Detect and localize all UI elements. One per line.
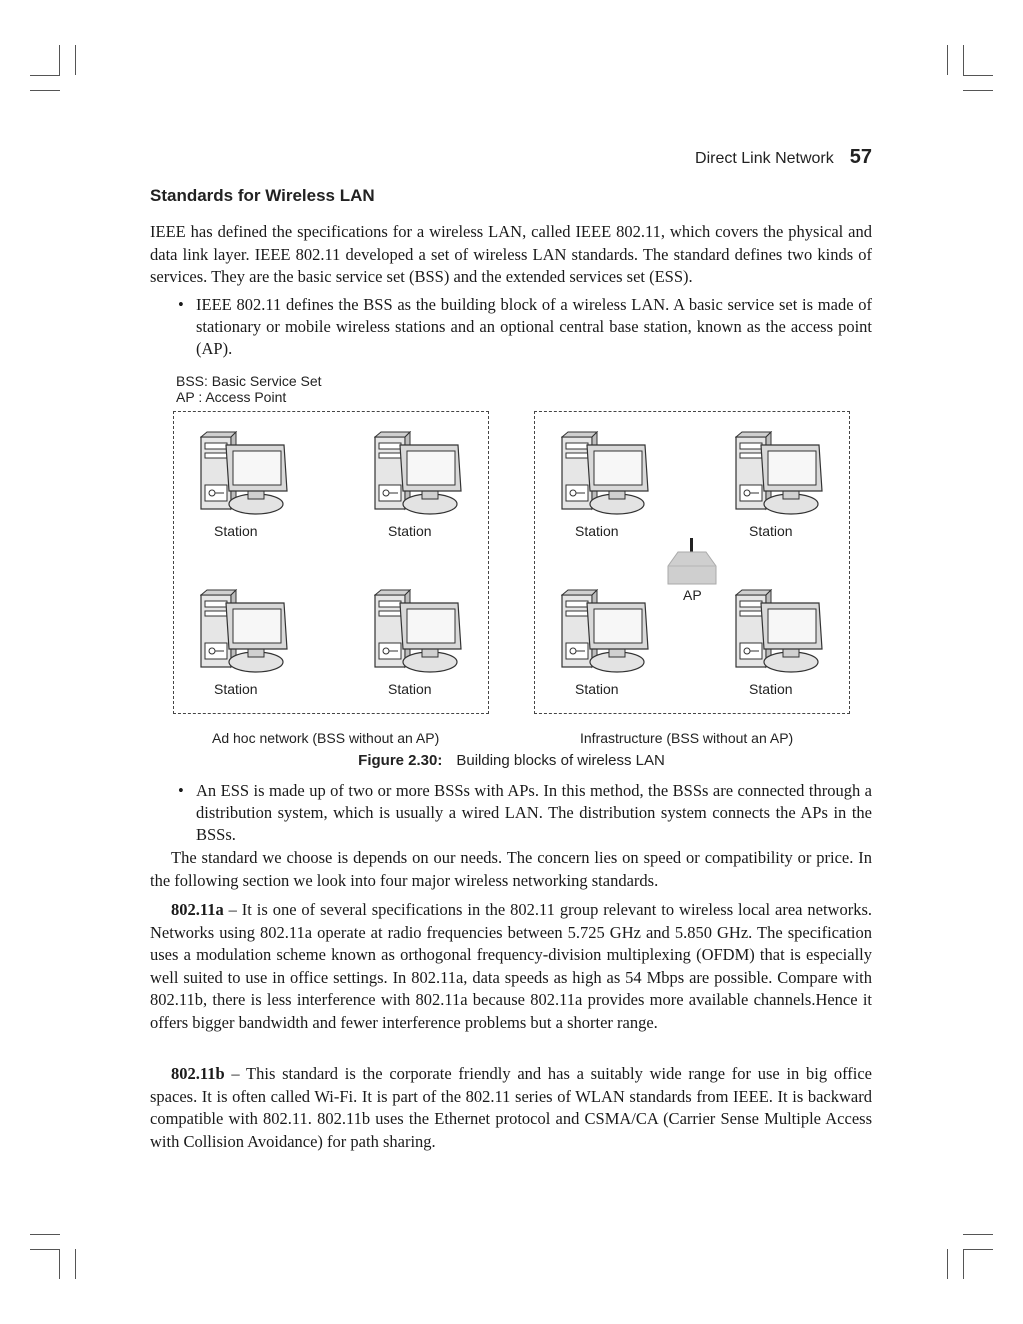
computer-icon	[200, 431, 290, 523]
station-label: Station	[388, 523, 432, 539]
station	[561, 431, 651, 539]
term-80211b: 802.11b	[171, 1064, 225, 1083]
crop-mark	[963, 45, 964, 75]
computer-icon	[735, 589, 825, 681]
bullet-bss	[150, 294, 872, 360]
bullet-icon: •	[178, 781, 184, 800]
computer-icon	[735, 431, 825, 523]
crop-mark	[59, 1249, 60, 1279]
crop-mark	[963, 75, 993, 76]
section-heading: Standards for Wireless LAN	[150, 186, 375, 205]
paragraph-80211b	[150, 1063, 872, 1153]
computer-icon	[374, 589, 464, 681]
station-label: Station	[214, 523, 258, 539]
crop-mark	[30, 75, 60, 76]
adhoc-caption: Ad hoc network (BSS without an AP)	[212, 730, 440, 746]
term-80211a: 802.11a	[171, 900, 224, 919]
text-80211b: – This standard is the corporate friendly and has a suitably wide range for use in big office spaces. It is often called Wi-Fi. It is part of the 802.11 series of WLAN standards from IEEE. It is backward compatible with 802.11. 802.11b uses the Ethernet protocol and CSMA/CA (Carrier Sense Multiple Access with Collision Avoidance) for path sharing.	[150, 1064, 872, 1151]
computer-icon	[374, 431, 464, 523]
crop-mark	[30, 1249, 60, 1250]
computer-icon	[561, 431, 651, 523]
crop-mark	[30, 1234, 60, 1235]
figure-title: Building blocks of wireless LAN	[456, 752, 665, 769]
legend-bss: BSS: Basic Service Set	[176, 373, 322, 389]
station	[561, 589, 651, 697]
text-80211a: – It is one of several specifications in the 802.11 group relevant to wireless local area networks. Networks using 802.11a operate at radio frequencies between 5.725 GHz and 5.850 GHz. The specification uses a modulation scheme known as orthogonal frequency-division multiplexing (OFDM) that is especially well suited to use in office settings. In 802.11a, data speeds as high as 54 Mbps are possible. Compare with 802.11b, there is less interference with 802.11a because 802.11a provides more available channels.Hence it offers bigger bandwidth and fewer interference problems but a shorter range.	[150, 900, 872, 1032]
crop-mark	[59, 45, 60, 75]
page-number: 57	[849, 146, 872, 168]
crop-mark	[963, 1234, 993, 1235]
running-title: Direct Link Network	[695, 150, 834, 167]
infrastructure-caption: Infrastructure (BSS without an AP)	[580, 730, 794, 746]
intro-paragraph: IEEE has defined the specifications for a wireless LAN, called IEEE 802.11, which covers the physical and data link layer. IEEE 802.11 developed a set of wireless LAN standards. The standard defines two kinds of services. They are the basic service set (BSS) and the extended services set (ESS).	[150, 222, 872, 286]
computer-icon	[200, 589, 290, 681]
paragraph-80211a	[150, 899, 872, 1034]
crop-mark	[963, 1249, 964, 1279]
station-label: Station	[575, 681, 619, 697]
crop-mark	[30, 90, 60, 91]
station-label: Station	[214, 681, 258, 697]
station-label: Station	[575, 523, 619, 539]
choose-paragraph: The standard we choose is depends on our needs. The concern lies on speed or compatibility or price. In the following section we look into four major wireless networking standards.	[150, 848, 872, 890]
crop-mark	[963, 90, 993, 91]
bullet-ess	[150, 780, 872, 846]
station	[374, 589, 464, 697]
station-label: Station	[749, 681, 793, 697]
station	[200, 589, 290, 697]
bullet-icon: •	[178, 295, 184, 314]
figure-caption	[0, 752, 1023, 769]
crop-mark	[75, 45, 76, 75]
station	[735, 431, 825, 539]
station-label: Station	[388, 681, 432, 697]
crop-mark	[947, 1249, 948, 1279]
station	[374, 431, 464, 539]
legend-ap: AP : Access Point	[176, 389, 287, 405]
station	[735, 589, 825, 697]
crop-mark	[963, 1249, 993, 1250]
station-label: Station	[749, 523, 793, 539]
crop-mark	[947, 45, 948, 75]
bullet-ess-text: An ESS is made up of two or more BSSs with APs. In this method, the BSSs are connected through a distribution system, which is usually a wired LAN. The distribution system connects the APs in the BSSs.	[196, 781, 872, 844]
running-header	[150, 146, 872, 169]
crop-mark	[75, 1249, 76, 1279]
bullet-bss-text: IEEE 802.11 defines the BSS as the building block of a wireless LAN. A basic service set is made of stationary or mobile wireless stations and an optional central base station, known as the access point (AP).	[196, 295, 872, 358]
computer-icon	[561, 589, 651, 681]
station	[200, 431, 290, 539]
ap-label: AP	[683, 587, 702, 603]
figure-number: Figure 2.30:	[358, 752, 443, 769]
